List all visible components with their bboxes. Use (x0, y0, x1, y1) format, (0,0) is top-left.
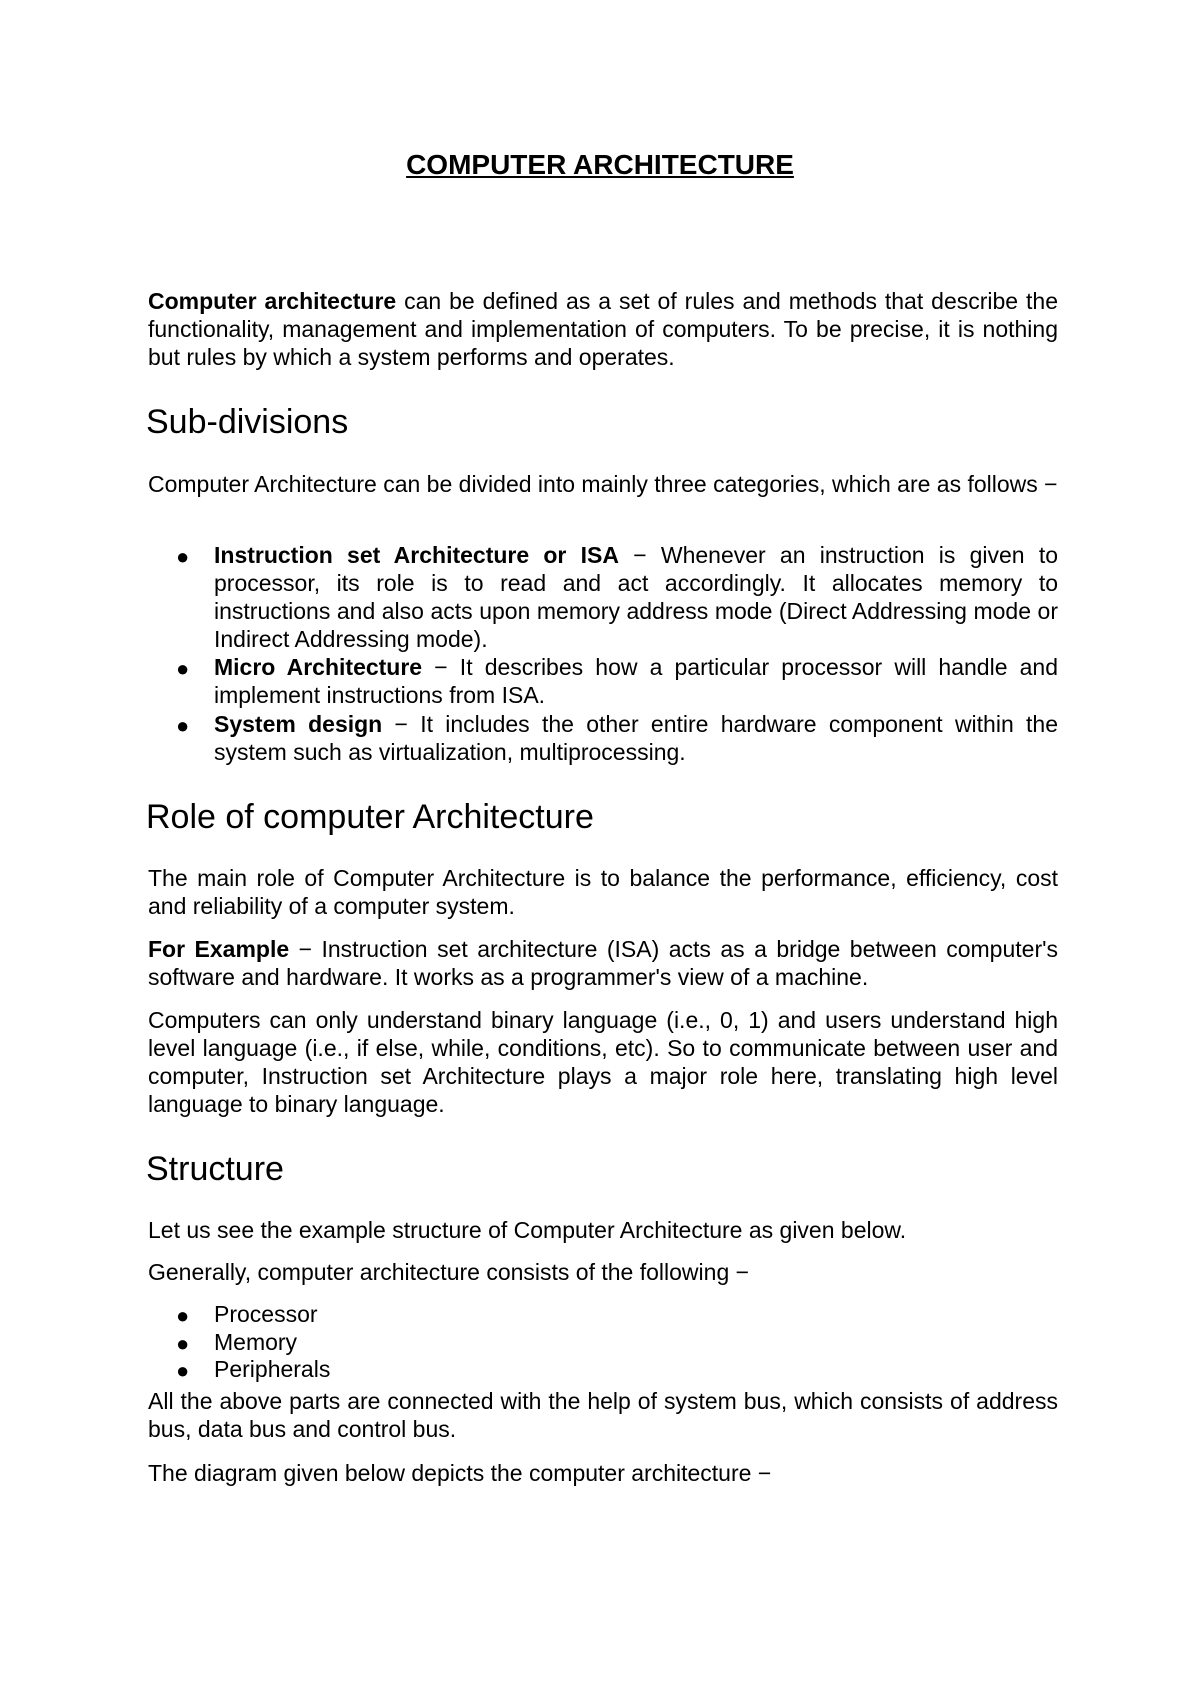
item-term: System design (214, 711, 383, 737)
structure-heading: Structure (146, 1150, 284, 1188)
bullet-icon: ● (176, 656, 190, 681)
list-item: Processor (214, 1301, 318, 1327)
item-text: − It describes how a particular processor will handle and implement instructions from ISA. (214, 654, 1058, 708)
diagram-caption: The diagram given below depicts the computer architecture − (148, 1460, 772, 1486)
list-item: Peripherals (214, 1356, 331, 1382)
subdivisions-lead: Computer Architecture can be divided into mainly three categories, which are as follows − (148, 471, 1058, 497)
role-paragraph: The main role of Computer Architecture is to balance the performance, efficiency, cost and reliability of a computer system. (148, 865, 1058, 919)
list-item (214, 541, 1058, 653)
role-heading: Role of computer Architecture (146, 798, 594, 836)
bullet-icon: ● (176, 1358, 190, 1383)
list-item (214, 710, 1058, 766)
bullet-icon: ● (176, 1331, 190, 1356)
example-term: For Example (148, 936, 290, 962)
list-item: Memory (214, 1329, 298, 1355)
subdivisions-heading: Sub-divisions (146, 403, 349, 441)
example-text: − Instruction set architecture (ISA) acts as a bridge between computer's software and hardware. It works as a programmer's view of a machine. (148, 936, 1058, 990)
item-term: Instruction set Architecture or ISA (214, 542, 619, 568)
binary-paragraph: Computers can only understand binary language (i.e., 0, 1) and users understand high level language (i.e., if else, while, conditions, etc). So to communicate between user and computer, Instruction set Architecture plays a major role here, translating high level language to binary language. (148, 1007, 1058, 1117)
item-term: Micro Architecture (214, 654, 423, 680)
bullet-icon: ● (176, 1303, 190, 1328)
page-title: COMPUTER ARCHITECTURE (406, 149, 794, 180)
bus-paragraph: All the above parts are connected with the help of system bus, which consists of address bus, data bus and control bus. (148, 1388, 1058, 1442)
list-item (214, 653, 1058, 709)
item-text: − It includes the other entire hardware component within the system such as virtualization, multiprocessing. (214, 711, 1059, 765)
example-paragraph (148, 935, 1058, 991)
item-text: − Whenever an instruction is given to processor, its role is to read and act accordingly. It allocates memory to instructions and also acts upon memory address mode (Direct Addressing mode or Indirect Addressing mode). (214, 542, 1059, 652)
intro-paragraph (148, 287, 1058, 371)
structure-intro: Let us see the example structure of Computer Architecture as given below. (148, 1217, 907, 1243)
intro-term: Computer architecture (148, 288, 397, 314)
structure-lead: Generally, computer architecture consists of the following − (148, 1259, 750, 1285)
intro-text: can be defined as a set of rules and methods that describe the functionality, management and implementation of computers. To be precise, it is nothing but rules by which a system performs and operates. (148, 288, 1058, 370)
bullet-icon: ● (176, 713, 190, 738)
bullet-icon: ● (176, 544, 190, 569)
